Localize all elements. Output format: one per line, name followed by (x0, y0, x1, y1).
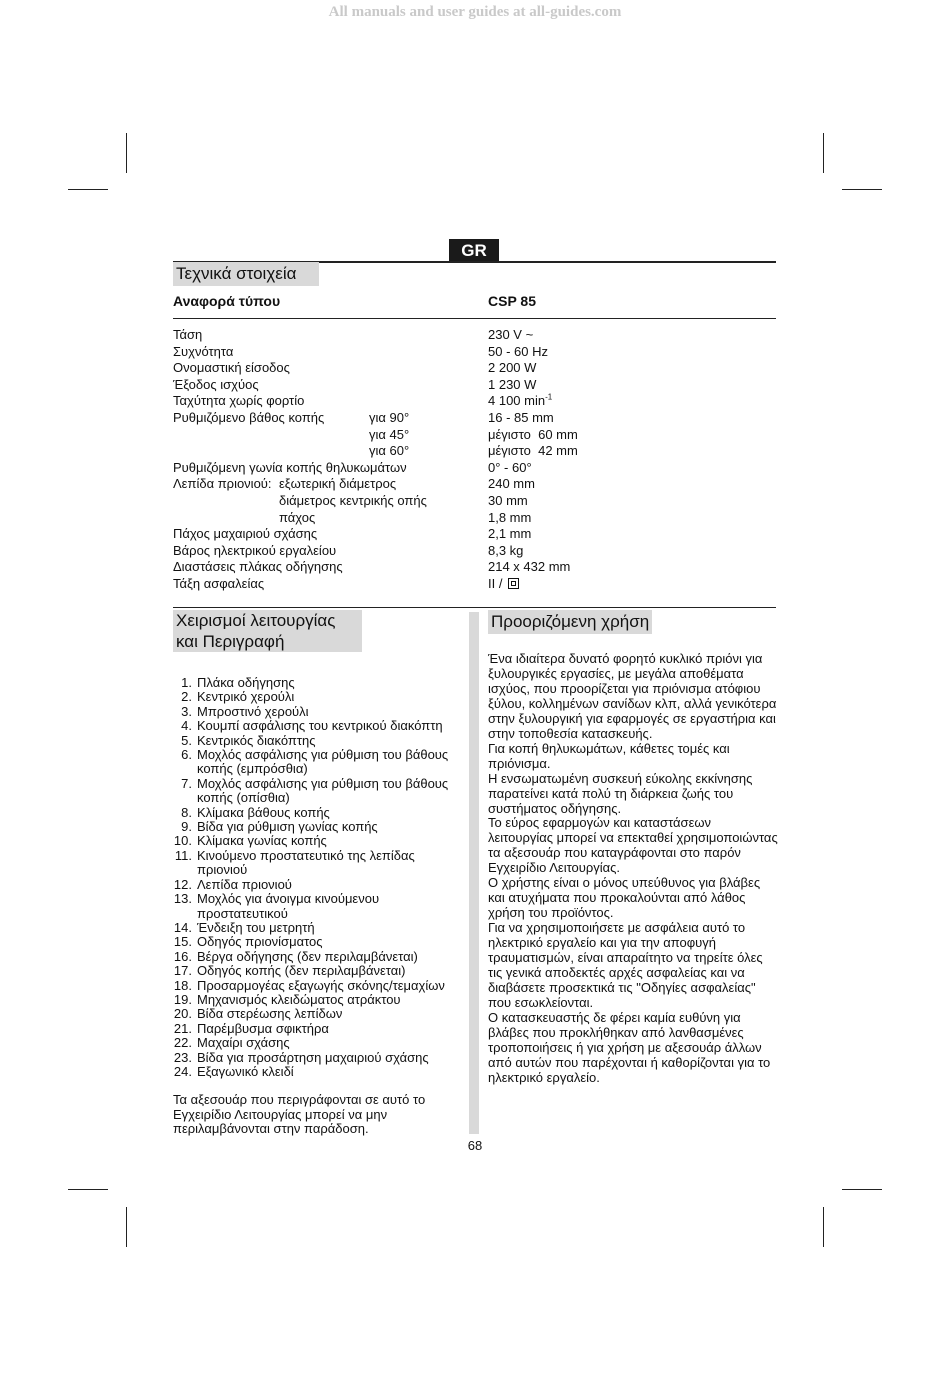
crop-mark (842, 1189, 882, 1190)
spec-value: 2,1 mm (488, 526, 532, 542)
item-number: 14. (173, 919, 192, 935)
spec-row (173, 443, 773, 460)
item-text: Κινούμενο προστατευτικό της λεπίδας πριονιού (197, 847, 415, 878)
item-text: Ένδειξη του μετρητή (197, 919, 315, 935)
spec-header-rule (173, 318, 776, 319)
item-number: 23. (173, 1049, 192, 1065)
item-text: Μοχλός ασφάλισης για ρύθμιση του βάθους κοπής (εμπρόσθια) (197, 747, 449, 777)
list-item (173, 1022, 463, 1036)
page-number: 68 (467, 1138, 483, 1153)
list-item (173, 676, 463, 690)
item-number: 3. (181, 703, 192, 719)
list-item (173, 993, 463, 1007)
spec-row (173, 360, 773, 377)
language-tab: GR (449, 239, 499, 263)
list-item (173, 820, 463, 834)
item-text: Παρέμβυσμα σφικτήρα (197, 1020, 329, 1036)
crop-mark (823, 133, 824, 173)
paragraph: Ένα ιδιαίτερα δυνατό φορητό κυκλικό πριόνι για ξυλουργικές εργασίες, με μεγάλα αποθέματα ισχύος, που προορίζεται για πριόνισμα ατόφιου ξύλου, κολλημένων σανίδων κλπ, αλλά γενικότερα στην ξυλουργική για εφαρμογές σε εργαστήρια και στην τοποθεσία κατασκευής. (488, 651, 777, 741)
spec-value: μέγιστο 60 mm (488, 426, 578, 442)
item-number: 20. (173, 1006, 192, 1022)
column-divider (469, 612, 479, 1134)
item-number: 6. (181, 747, 192, 763)
spec-sublabel: διάμετρος κεντρικής οπής (279, 492, 427, 508)
spec-row (173, 510, 773, 527)
spec-row (173, 427, 773, 444)
protection-class-ii-icon (508, 578, 519, 589)
item-number: 21. (173, 1020, 192, 1036)
item-number: 11. (174, 847, 192, 863)
spec-label: Έξοδος ισχύος (173, 376, 259, 392)
spec-label: Τάξη ασφαλείας (173, 575, 265, 591)
item-number: 5. (181, 732, 192, 748)
list-item (173, 705, 463, 719)
crop-mark (842, 189, 882, 190)
item-number: 17. (173, 963, 192, 979)
spec-label: Βάρος ηλεκτρικού εργαλείου (173, 542, 337, 558)
item-number: 1. (181, 675, 192, 690)
list-item (173, 1065, 463, 1079)
list-item (173, 892, 463, 921)
item-number: 10. (173, 833, 192, 849)
spec-row (173, 576, 773, 593)
type-label: Αναφορά τύπου (173, 293, 281, 309)
item-number: 19. (173, 991, 192, 1007)
crop-mark (68, 189, 108, 190)
spec-value: μέγιστο 42 mm (488, 443, 578, 459)
list-item (173, 748, 463, 777)
item-text: Βέργα οδήγησης (δεν περιλαμβάνεται) (197, 948, 418, 964)
list-item (173, 921, 463, 935)
spec-value-sup: -1 (545, 393, 553, 403)
spec-value (488, 393, 552, 410)
spec-value: 1 230 W (488, 376, 537, 392)
operation-title-line2: και Περιγραφή (176, 632, 285, 651)
item-text: Μπροστινό χερούλι (197, 703, 309, 719)
paragraph: Το εύρος εφαρμογών και καταστάσεων λειτουργίας μπορεί να επεκταθεί χρησιμοποιώντας τα αξεσουάρ που καταγράφονται στο παρόν Εγχειρίδιο Λειτουργίας. (488, 815, 778, 876)
list-item (173, 1036, 463, 1050)
intended-use-title: Προοριζόμενη χρήση (488, 610, 652, 634)
spec-row (173, 393, 773, 410)
list-item (173, 979, 463, 993)
spec-sublabel: εξωτερική διάμετρος (279, 476, 397, 492)
item-number: 24. (173, 1063, 192, 1079)
item-text: Λεπίδα πριονιού (197, 876, 292, 892)
spec-sublabel: για 45° (369, 426, 410, 442)
item-text: Οδηγός κοπής (δεν περιλαμβάνεται) (197, 963, 406, 979)
spec-value: 2 200 W (488, 360, 537, 376)
intended-use-text (488, 652, 778, 1086)
paragraph: Ο χρήστης είναι ο μόνος υπεύθυνος για βλάβες και ατυχήματα που προκαλούνται από λάθος χρήση του προϊόντος. (488, 875, 761, 921)
item-text: Μηχανισμός κλειδώματος ατράκτου (197, 991, 401, 1007)
spec-sublabel: πάχος (279, 509, 316, 525)
item-text: Οδηγός πριονίσματος (197, 934, 323, 950)
spec-row (173, 344, 773, 361)
spec-row (173, 327, 773, 344)
spec-label: Τάση (173, 327, 203, 342)
spec-row (173, 410, 773, 427)
item-number: 15. (173, 934, 192, 950)
item-text: Κλίμακα βάθους κοπής (197, 804, 330, 820)
paragraph: Η ενσωματωμένη συσκευή εύκολης εκκίνησης παρατείνει κατά πολύ τη διάρκεια ζωής του συστήματος οδήγησης. (488, 770, 753, 816)
crop-mark (68, 1189, 108, 1190)
item-text: Προσαρμογέας εξαγωγής σκόνης/τεμαχίων (197, 977, 445, 993)
spec-value: 16 - 85 mm (488, 409, 554, 425)
crop-mark (126, 1207, 127, 1247)
item-number: 22. (173, 1035, 192, 1051)
item-text: Μοχλός ασφάλισης για ρύθμιση του βάθους κοπής (οπίσθια) (197, 775, 449, 806)
spec-value-text: 4 100 min (488, 393, 546, 409)
list-item (173, 1051, 463, 1065)
parts-list (173, 676, 463, 1079)
item-text: Βίδα για προσάρτηση μαχαιριού σχάσης (197, 1049, 429, 1065)
item-text: Κλίμακα γωνίας κοπής (197, 833, 327, 849)
spec-row (173, 377, 773, 394)
spec-label: Πάχος μαχαιριού σχάσης (173, 526, 318, 542)
item-text: Κεντρικό χερούλι (197, 689, 295, 705)
spec-value-text: II / (488, 575, 507, 591)
operation-title-line1: Χειρισμοί λειτουργίας (176, 611, 336, 630)
operation-title (173, 610, 362, 652)
paragraph: Για κοπή θηλυκωμάτων, κάθετες τομές και πριόνισμα. (488, 740, 730, 771)
spec-sublabel: για 60° (369, 443, 410, 459)
crop-mark (823, 1207, 824, 1247)
spec-value: 214 x 432 mm (488, 559, 571, 575)
item-number: 18. (173, 977, 192, 993)
accessories-note: Τα αξεσουάρ που περιγράφονται σε αυτό το Εγχειρίδιο Λειτουργίας μπορεί να μην περιλαμβάνονται στην παράδοση. (173, 1092, 426, 1137)
item-text: Κουμπί ασφάλισης του κεντρικού διακόπτη (197, 718, 443, 734)
spec-label: Ταχύτητα χωρίς φορτίο (173, 393, 305, 409)
spec-row (173, 559, 773, 576)
spec-row (173, 460, 773, 477)
spec-label: Ρυθμιζόμενο βάθος κοπής (173, 409, 325, 425)
list-item (173, 878, 463, 892)
list-item (173, 834, 463, 848)
item-number: 2. (181, 689, 192, 705)
item-text: Πλάκα οδήγησης (197, 675, 295, 690)
spec-value: 230 V ~ (488, 327, 534, 342)
list-item (173, 964, 463, 978)
item-text: Μοχλός για άνοιγμα κινούμενου προστατευτικού (197, 891, 380, 921)
spec-row (173, 526, 773, 543)
item-number: 9. (181, 819, 192, 835)
section-rule (173, 607, 776, 608)
list-item (173, 935, 463, 949)
item-text: Βίδα στερέωσης λεπίδων (197, 1006, 343, 1022)
paragraph: Για να χρησιμοποιήσετε με ασφάλεια αυτό το ηλεκτρικό εργαλείο και για την αποφυγή τραυματισμών, είναι απαραίτητο να τηρείτε όλες τις γενικά αποδεκτές αρχές ασφαλείας και να διαβάσετε προσεκτικά τις "Οδηγίες ασφαλείας" που εσωκλείονται. (488, 920, 763, 1010)
item-number: 16. (173, 948, 192, 964)
spec-row (173, 476, 773, 493)
spec-value: 30 mm (488, 492, 528, 508)
specs-title: Τεχνικά στοιχεία (173, 262, 319, 286)
spec-table (173, 327, 773, 593)
spec-label: Διαστάσεις πλάκας οδήγησης (173, 559, 343, 575)
list-item (173, 806, 463, 820)
watermark-text: All manuals and user guides at all-guides.com (328, 4, 622, 20)
item-text: Μαχαίρι σχάσης (197, 1035, 290, 1051)
list-item (173, 734, 463, 748)
spec-value: 50 - 60 Hz (488, 343, 548, 359)
spec-label: Ρυθμιζόμενη γωνία κοπής θηλυκωμάτων (173, 459, 407, 475)
spec-value: 8,3 kg (488, 542, 524, 558)
spec-label: Λεπίδα πριονιού: (173, 476, 272, 492)
spec-value: 1,8 mm (488, 509, 532, 525)
spec-sublabel: για 90° (369, 409, 410, 425)
spec-row (173, 493, 773, 510)
paragraph: Ο κατασκευαστής δε φέρει καμία ευθύνη για βλάβες που προκλήθηκαν από λανθασμένες τροποποιήσεις ή για χρήση με αξεσουάρ άλλων από αυτών που παρέχονται ή καθορίζονται για το ηλεκτρικό εργαλείο. (488, 1009, 771, 1085)
list-item (173, 777, 463, 806)
spec-label: Ονομαστική είσοδος (173, 360, 290, 376)
item-number: 4. (181, 718, 192, 734)
item-number: 8. (181, 804, 192, 820)
spec-value: 240 mm (488, 476, 535, 492)
spec-label: Συχνότητα (173, 343, 234, 359)
list-item (173, 690, 463, 704)
list-item (173, 1007, 463, 1021)
item-number: 7. (181, 775, 192, 791)
spec-row (173, 543, 773, 560)
list-item (173, 849, 463, 878)
item-text: Εξαγωνικό κλειδί (197, 1063, 294, 1079)
item-number: 13. (173, 891, 192, 907)
list-item (173, 950, 463, 964)
item-text: Κεντρικός διακόπτης (197, 732, 316, 748)
spec-value (488, 576, 519, 593)
model-name: CSP 85 (488, 293, 536, 309)
crop-mark (126, 133, 127, 173)
spec-value: 0° - 60° (488, 459, 532, 475)
list-item (173, 719, 463, 733)
item-number: 12. (173, 876, 192, 892)
item-text: Βίδα για ρύθμιση γωνίας κοπής (197, 819, 378, 835)
